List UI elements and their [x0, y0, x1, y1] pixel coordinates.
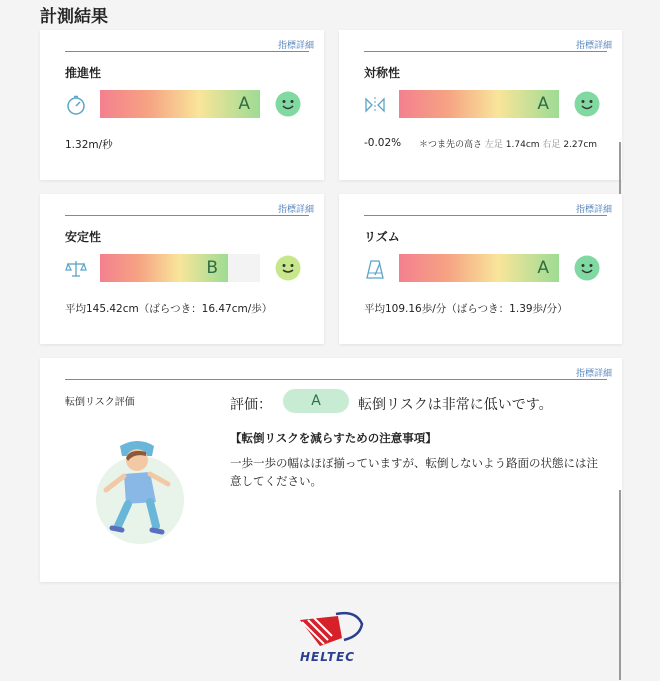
- scrollbar[interactable]: [619, 142, 621, 194]
- notes-title: 【転倒リスクを減らすための注意事項】: [230, 431, 437, 445]
- toe-height-info: [419, 137, 597, 150]
- metric-value: 平均145.42cm（ばらつき：16.47cm/歩）: [65, 303, 273, 315]
- right-foot-label: 右足: [542, 140, 561, 150]
- metronome-icon: [364, 258, 386, 280]
- grade-bar: [399, 90, 559, 118]
- risk-message: 転倒リスクは非常に低いです。: [358, 397, 553, 413]
- detail-link[interactable]: 指標詳細: [277, 205, 314, 215]
- risk-grade-badge: A: [283, 389, 349, 413]
- speed-gauge-icon: [65, 94, 87, 116]
- metric-label: 推進性: [65, 66, 102, 80]
- detail-link[interactable]: 指標詳細: [575, 369, 612, 379]
- risk-title: 転倒リスク評価: [65, 397, 135, 408]
- metric-label: リズム: [364, 230, 400, 244]
- metric-value: 1.32m/秒: [65, 139, 113, 151]
- detail-link[interactable]: 指標詳細: [575, 41, 612, 51]
- metric-card-propulsion: [40, 30, 324, 180]
- scrollbar[interactable]: [619, 490, 621, 680]
- left-foot-label: 左足: [484, 140, 503, 150]
- right-foot-value: 2.27cm: [563, 140, 598, 150]
- divider: [364, 215, 607, 216]
- detail-link[interactable]: 指標詳細: [277, 41, 314, 51]
- divider: [65, 379, 607, 380]
- toe-height-label: ＊つま先の高さ: [419, 140, 483, 150]
- grade-bar: [100, 90, 260, 118]
- logo-text: HELTEC: [300, 650, 356, 664]
- metric-card-stability: [40, 194, 324, 344]
- eval-label: 評価：: [230, 397, 272, 413]
- metric-card-rhythm: [339, 194, 622, 344]
- smiley-face-icon: [574, 255, 600, 281]
- grade-bar: [100, 254, 228, 282]
- divider: [65, 215, 309, 216]
- grade-letter: A: [537, 94, 549, 114]
- metric-label: 安定性: [65, 230, 102, 244]
- notes-body: 一歩一歩の幅はほぼ揃っていますが、転倒しないよう路面の状態には注意してください。: [230, 456, 598, 488]
- fall-risk-card: [40, 358, 622, 582]
- balance-scale-icon: [65, 258, 87, 280]
- smiley-face-icon: [275, 91, 301, 117]
- smiley-face-icon: [574, 91, 600, 117]
- divider: [364, 51, 607, 52]
- grade-bar: [399, 254, 559, 282]
- left-foot-value: 1.74cm: [505, 140, 540, 150]
- detail-link[interactable]: 指標詳細: [575, 205, 612, 215]
- page-title: 計測結果: [40, 7, 108, 27]
- metric-card-symmetry: [339, 30, 622, 180]
- symmetry-icon: [364, 94, 386, 116]
- smiley-face-icon: [275, 255, 301, 281]
- grade-letter: A: [537, 258, 549, 278]
- grade-letter: A: [238, 94, 250, 114]
- grade-letter: B: [206, 258, 218, 278]
- metric-value: 平均109.16歩/分（ばらつき：1.39歩/分）: [364, 303, 568, 315]
- metric-label: 対称性: [364, 66, 401, 80]
- divider: [65, 51, 309, 52]
- walking-person-illustration: [90, 428, 190, 548]
- metric-value: -0.02%: [364, 137, 402, 149]
